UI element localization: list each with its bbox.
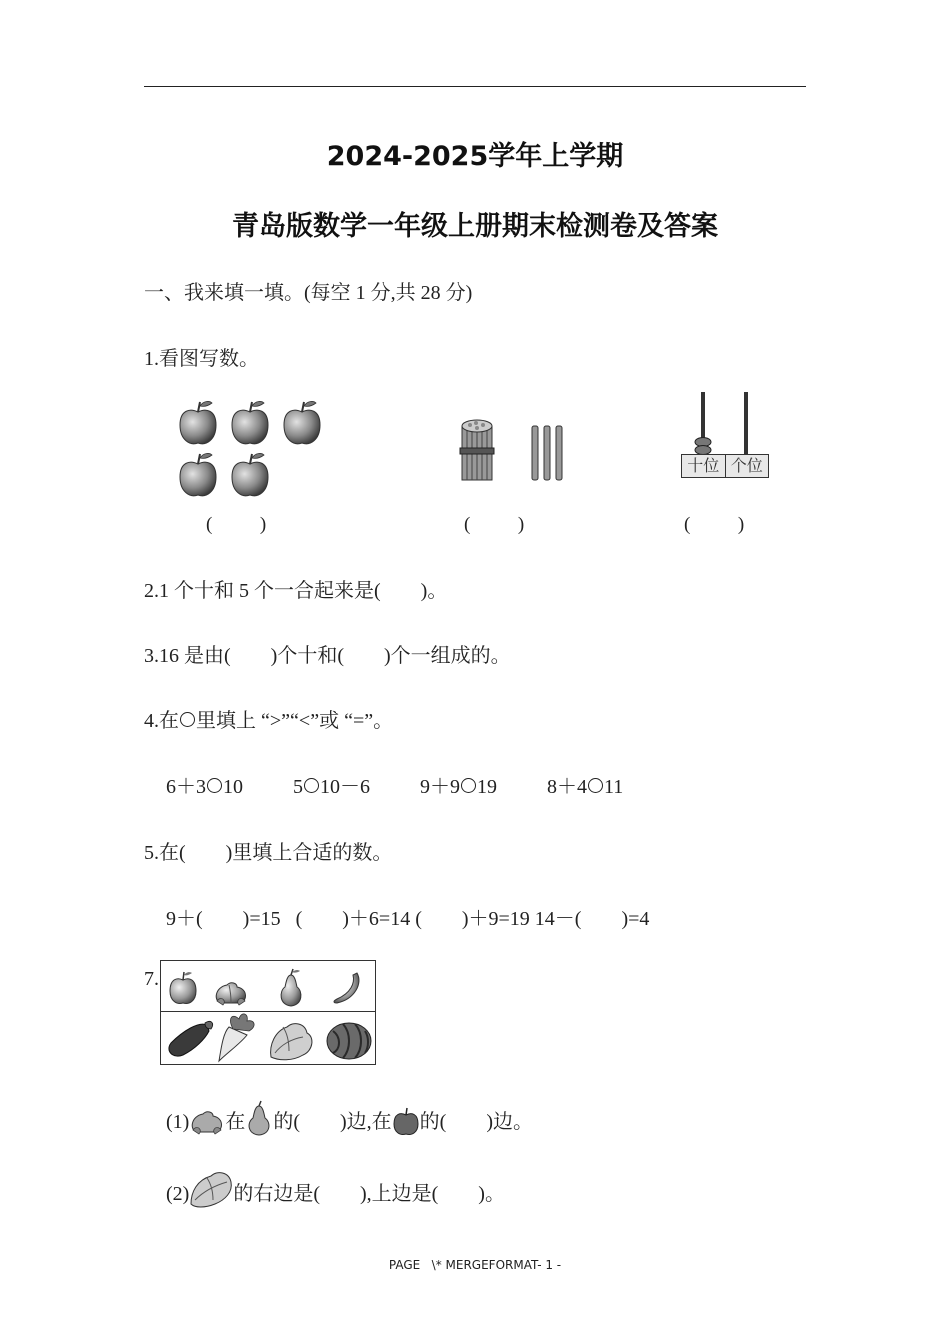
single-stick-icon bbox=[544, 426, 550, 480]
q4-item-1: 6＋3 10 bbox=[166, 776, 243, 798]
abacus-label-box bbox=[681, 454, 769, 478]
apple-icon bbox=[232, 453, 268, 495]
abacus-tens-label: 十位 bbox=[682, 455, 726, 477]
single-stick-icon bbox=[556, 426, 562, 480]
q4-item-2: 5 10－6 bbox=[293, 776, 370, 798]
eggplant-icon bbox=[169, 1021, 213, 1056]
abacus-ones-label: 个位 bbox=[730, 456, 763, 475]
apples-figure bbox=[176, 398, 326, 502]
radish-icon bbox=[219, 1014, 254, 1061]
q2-text: 2.1 个十和 5 个一合起来是( )。 bbox=[144, 580, 448, 602]
pear-icon bbox=[281, 969, 301, 1006]
apple-icon bbox=[392, 1106, 420, 1136]
compare-circle-icon[interactable] bbox=[588, 778, 603, 793]
compare-circle-icon[interactable] bbox=[207, 778, 222, 793]
stick-bundle-icon bbox=[460, 420, 494, 480]
title-line2: 青岛版数学一年级上册期末检测卷及答案 bbox=[232, 211, 718, 242]
title-line1: 2024-2025学年上学期 bbox=[326, 141, 624, 172]
cabbage-icon bbox=[271, 1024, 312, 1060]
peach-icon bbox=[216, 983, 245, 1005]
apple-icon bbox=[180, 401, 216, 443]
apple-icon bbox=[170, 972, 196, 1004]
apple-icon bbox=[180, 453, 216, 495]
apple-icon bbox=[232, 401, 268, 443]
sticks-figure bbox=[456, 418, 572, 484]
q1-blank-sticks[interactable]: ( ) bbox=[464, 514, 525, 535]
section1-heading: 一、我来填一填。(每空 1 分,共 28 分) bbox=[144, 282, 473, 304]
compare-circle-icon[interactable] bbox=[461, 778, 476, 793]
page-footer: PAGE \* MERGEFORMAT- 1 - bbox=[388, 1258, 562, 1272]
q4-suffix: 里填上 “>”“<”或 “=”。 bbox=[196, 710, 394, 732]
q1-blank-abacus[interactable]: ( ) bbox=[684, 514, 745, 535]
q7-sub1: (1) 在 的( )边,在 的( )边。 bbox=[166, 1100, 533, 1136]
q7-sub2: (2) 的右边是( ),上边是( )。 bbox=[166, 1168, 505, 1208]
q7-number: 7. bbox=[144, 968, 159, 990]
cabbage-icon bbox=[189, 1168, 233, 1208]
q4-item-4: 8＋4 11 bbox=[547, 776, 624, 798]
peach-icon bbox=[189, 1106, 225, 1136]
q7-grid bbox=[160, 960, 376, 1065]
apple-icon bbox=[284, 401, 320, 443]
watermelon-icon bbox=[327, 1023, 371, 1059]
q5-text: 5.在( )里填上合适的数。 bbox=[144, 842, 393, 864]
compare-circle-icon[interactable] bbox=[304, 778, 319, 793]
q1-text: 1.看图写数。 bbox=[144, 348, 259, 370]
single-stick-icon bbox=[532, 426, 538, 480]
q4-prefix: 4.在 bbox=[144, 710, 179, 732]
header-rule bbox=[144, 86, 806, 87]
abacus-figure bbox=[680, 390, 770, 480]
q5-equations[interactable]: 9＋( )=15 ( )＋6=14 ( )＋9=19 14－( )=4 bbox=[166, 908, 650, 930]
banana-icon bbox=[334, 973, 359, 1003]
q4-text bbox=[144, 704, 393, 733]
q3-text: 3.16 是由( )个十和( )个一组成的。 bbox=[144, 645, 511, 667]
q1-blank-apples[interactable]: ( ) bbox=[206, 514, 267, 535]
q4-items bbox=[166, 770, 623, 799]
compare-circle-icon bbox=[180, 712, 195, 727]
pear-icon bbox=[245, 1100, 273, 1136]
q4-item-3: 9＋9 19 bbox=[420, 776, 497, 798]
